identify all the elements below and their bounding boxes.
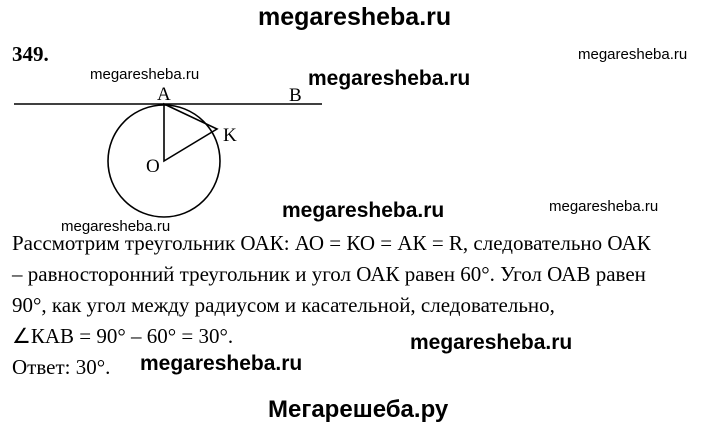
solution-line-2: – равносторонний треугольник и угол ОАК равен 60°. Угол ОАВ равен — [12, 262, 646, 286]
header-site-title: megaresheba.ru — [258, 3, 452, 31]
watermark-middle-bold: megaresheba.ru — [282, 199, 445, 222]
watermark-bottom-bold-left: megaresheba.ru — [140, 352, 303, 375]
problem-number: 349. — [12, 42, 49, 66]
watermark-right-small: megaresheba.ru — [549, 198, 659, 215]
solution-line-3: 90°, как угол между радиусом и касательной, следовательно, — [12, 293, 555, 317]
label-b: B — [289, 85, 302, 106]
label-k: K — [223, 125, 237, 146]
solution-line-4: ∠КАВ = 90° – 60° = 30°. — [12, 324, 234, 348]
watermark-top-right: megaresheba.ru — [578, 46, 688, 63]
solution-text — [12, 228, 651, 383]
solution-answer: Ответ: 30°. — [12, 355, 111, 379]
watermark-left-small: megaresheba.ru — [90, 66, 200, 83]
watermark-bottom-bold-right: megaresheba.ru — [410, 331, 573, 354]
footer-brand: Мегарешеба.ру — [268, 396, 449, 423]
label-a: A — [157, 84, 171, 105]
label-o: O — [146, 156, 160, 177]
watermark-center-bold: megaresheba.ru — [308, 67, 471, 90]
watermark-text-left-small: megaresheba.ru — [61, 218, 171, 235]
solution-line-1: Рассмотрим треугольник ОАК: АО = КО = АК = R, следовательно ОАК — [12, 231, 651, 255]
